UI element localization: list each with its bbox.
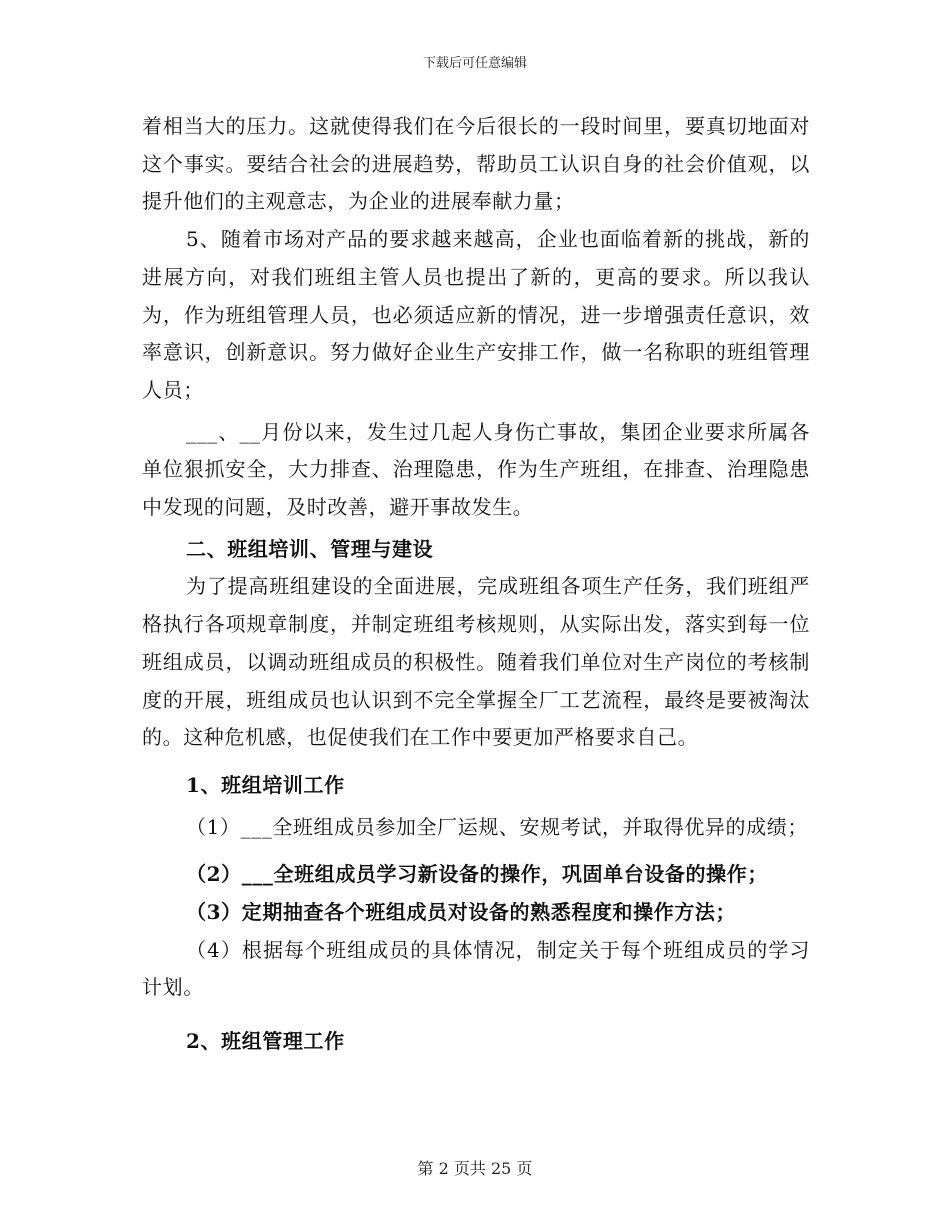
paragraph-pressure: 着相当大的压力。这就使得我们在今后很长的一段时间里，要真切地面对这个事实。要结合社会的进展趋势，帮助员工认识自身的社会价值观，以提升他们的主观意志，为企业的进展奉献力量； (142, 114, 810, 214)
page-header: 下载后可任意编辑 (422, 56, 527, 71)
list-item-2: （2）___全班组成员学习新设备的操作，巩固单台设备的操作； (186, 862, 768, 887)
section-heading-2: 二、班组培训、管理与建设 (186, 536, 434, 561)
page-footer: 第 2 页共 25 页 (417, 1159, 533, 1178)
subheading-management: 2、班组管理工作 (186, 1029, 345, 1054)
paragraph-item-5: 5、随着市场对产品的要求越来越高，企业也面临着新的挑战，新的进展方向，对我们班组主管人员也提出了新的，更高的要求。所以我认为，作为班组管理人员，也必须适应新的情况，进一步增强责任意识，效率意识，创新意识。努力做好企业生产安排工作，做一名称职的班组管理人员； (142, 227, 810, 402)
list-item-3: （3）定期抽查各个班组成员对设备的熟悉程度和操作方法； (186, 900, 737, 925)
list-item-4: （4）根据每个班组成员的具体情况，制定关于每个班组成员的学习计划。 (142, 937, 810, 1000)
list-item-1: （1）___全班组成员参加全厂运规、安规考试，并取得优异的成绩； (186, 814, 808, 839)
document-body (142, 108, 810, 1061)
paragraph-safety: ___、__月份以来，发生过几起人身伤亡事故，集团企业要求所属各单位狠抓安全，大力排查、治理隐患，作为生产班组，在排查、治理隐患中发现的问题，及时改善，避开事故发生。 (142, 419, 810, 520)
paragraph-team-building: 为了提高班组建设的全面进展，完成班组各项生产任务，我们班组严格执行各项规章制度，并制定班组考核规则，从实际出发，落实到每一位班组成员，以调动班组成员的积极性。随着我们单位对生产岗位的考核制度的开展，班组成员也认识到不完全掌握全厂工艺流程，最终是要被淘汰的。这种危机感，也促使我们在工作中要更加严格要求自己。 (142, 574, 810, 750)
subheading-training: 1、班组培训工作 (186, 772, 345, 797)
